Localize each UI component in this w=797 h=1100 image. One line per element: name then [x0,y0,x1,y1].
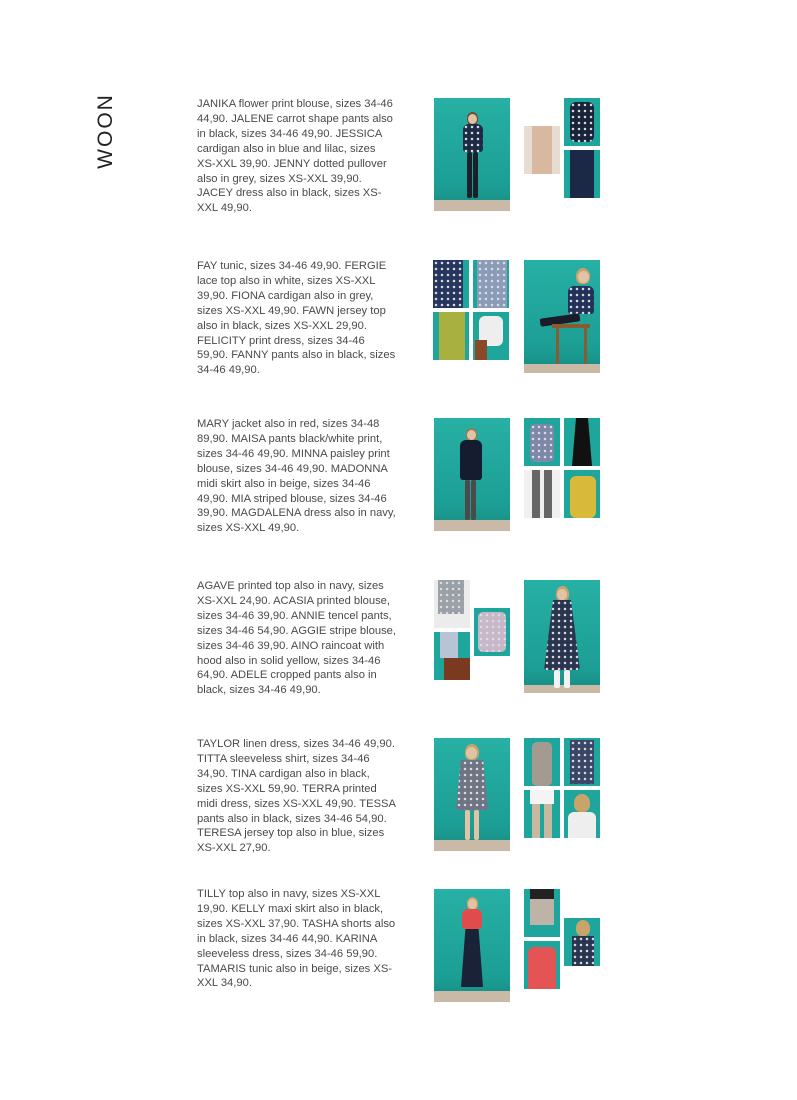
look-photo-6-main [434,889,510,1002]
look-photo-4-detail-c [474,608,510,656]
product-description-6: TILLY top also in navy, sizes XS-XXL 19,90. KELLY maxi skirt also in black, sizes XS-XXL 37,90. TASHA shorts also in black, sizes 34-46 44,90. KARINA sleeveless dress, sizes 34-46 59,90. TAMARIS tunic also in beige, sizes XS-XXL 34,90. [197,888,396,990]
look-photo-3-detail-b [564,418,600,466]
product-description-2: FAY tunic, sizes 34-46 49,90. FERGIE lace top also in white, sizes XS-XXL 39,90. FIONA cardigan also in grey, sizes XS-XXL 49,90. FAWN jersey top also in black, sizes XS-XXL 29,90. FELICITY print dress, sizes 34-46 59,90. FANNY pants also in black, sizes 34-46 49,90. [197,260,396,377]
product-description-5: TAYLOR linen dress, sizes 34-46 49,90. TITTA sleeveless shirt, sizes 34-46 34,90. TINA cardigan also in black, sizes XS-XXL 59,90. TERRA printed midi dress, sizes XS-XXL 49,90. TESSA pants also in black, sizes 34-46 54,90. TERESA jersey top also in blue, sizes XS-XXL 27,90. [197,738,396,855]
look-photo-4-main [524,580,600,693]
brand-logo [86,93,126,169]
look-photo-1-detail-b [564,98,600,146]
product-description-3: MARY jacket also in red, sizes 34-48 89,90. MAISA pants black/white print, sizes 34-46 49,90. MINNA paisley print blouse, sizes 34-46 49,90. MADONNA midi skirt also in beige, sizes 34-46 49,90. MIA striped blouse, sizes 34-46 39,90. MAGDALENA dress also in navy, sizes XS-XXL 49,90. [197,418,396,535]
look-photo-6-detail-a [524,889,560,937]
look-photo-4-detail-a [434,580,470,628]
look-photo-1-detail-c [564,150,600,198]
look-photo-5-detail-d [564,790,600,838]
look-photo-6-detail-c [564,918,600,966]
product-description-4: AGAVE printed top also in navy, sizes XS-XXL 24,90. ACASIA printed blouse, sizes 34-46 39,90. ANNIE tencel pants, sizes 34-46 54,90. AGGIE stripe blouse, sizes 34-46 39,90. AINO raincoat with hood also in solid yellow, sizes 34-46 64,90. ADELE cropped pants also in black, sizes 34-46 49,90. [197,580,396,697]
look-photo-2-main [524,260,600,373]
brand-name: WOON [94,93,117,169]
look-photo-5-main [434,738,510,851]
look-photo-1-detail-a [524,126,560,174]
look-photo-3-main [434,418,510,531]
look-photo-2-detail-d [473,312,509,360]
look-photo-5-detail-a [524,738,560,786]
look-photo-5-detail-c [524,790,560,838]
look-photo-6-detail-b [524,941,560,989]
look-photo-1-main [434,98,510,211]
look-photo-3-detail-a [524,418,560,466]
look-photo-2-detail-b [473,260,509,308]
look-photo-3-detail-c [524,470,560,518]
look-photo-2-detail-c [433,312,469,360]
look-photo-4-detail-b [434,632,470,680]
product-description-1: JANIKA flower print blouse, sizes 34-46 44,90. JALENE carrot shape pants also in black, sizes 34-46 49,90. JESSICA cardigan also in blue and lilac, sizes XS-XXL 39,90. JENNY dotted pullover also in grey, sizes XS-XXL 39,90. JACEY dress also in black, sizes XS-XXL 49,90. [197,98,393,215]
look-photo-5-detail-b [564,738,600,786]
look-photo-3-detail-d [564,470,600,518]
look-photo-2-detail-a [433,260,469,308]
